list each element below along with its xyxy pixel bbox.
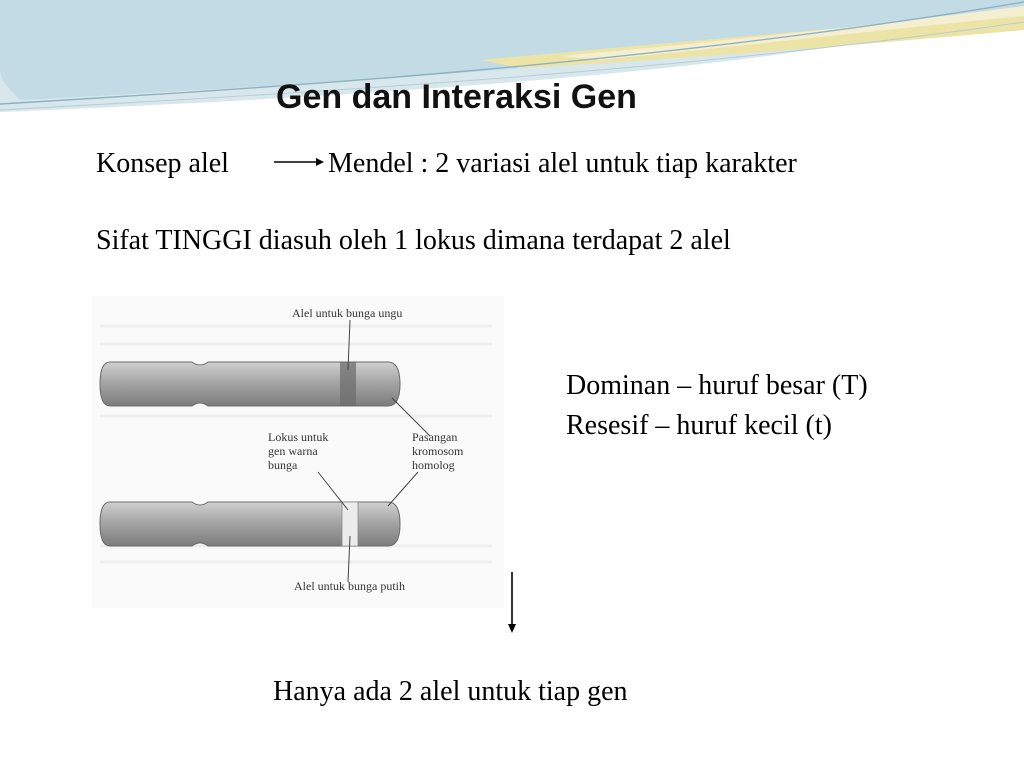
concept-term: Konsep alel	[96, 148, 229, 179]
label-purple-allele: Alel untuk bunga ungu	[292, 306, 403, 320]
label-homologous-pair: Pasangan kromosom homolog	[412, 430, 464, 472]
slide-title: Gen dan Interaksi Gen	[276, 78, 637, 116]
dominant-note: Dominan – huruf besar (T)	[566, 370, 868, 401]
right-arrow-icon	[272, 152, 324, 172]
recessive-note: Resesif – huruf kecil (t)	[566, 410, 832, 441]
label-white-allele: Alel untuk bunga putih	[294, 579, 405, 593]
chromosome-figure	[92, 296, 504, 608]
chromosome-top	[100, 362, 400, 406]
concept-definition: Mendel : 2 variasi alel untuk tiap karakter	[328, 148, 797, 179]
trait-statement: Sifat TINGGI diasuh oleh 1 lokus dimana terdapat 2 alel	[96, 225, 731, 256]
down-arrow-icon	[503, 570, 521, 634]
chromosome-bottom	[100, 502, 400, 546]
label-gene-locus: Lokus untuk gen warna bunga	[268, 430, 329, 472]
conclusion-text: Hanya ada 2 alel untuk tiap gen	[273, 676, 628, 707]
